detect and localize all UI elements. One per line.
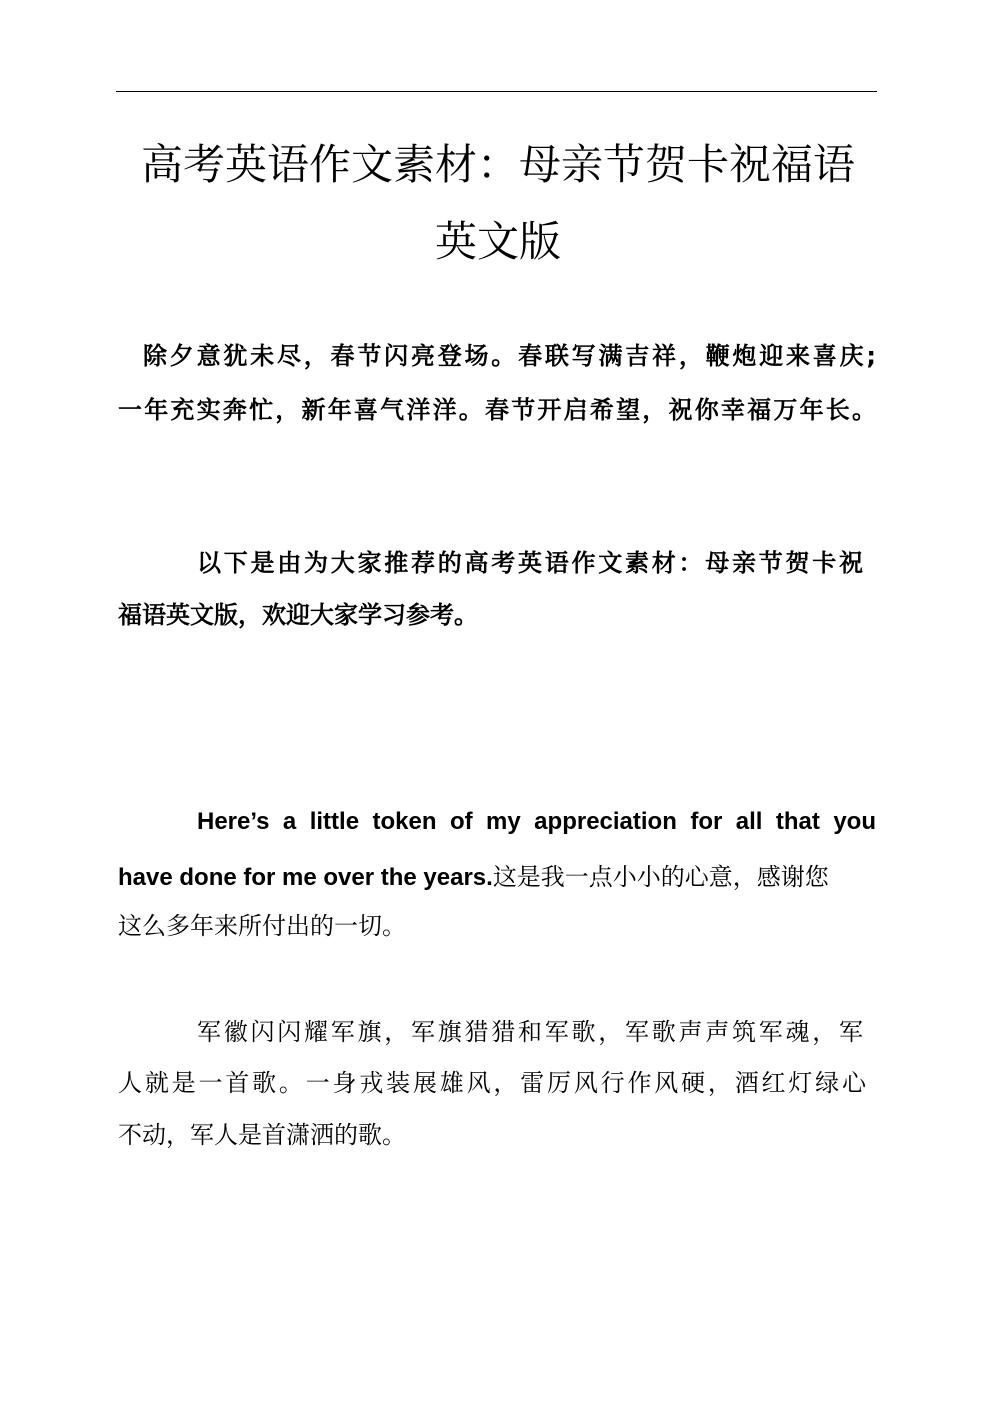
paragraph-2-line-1: 以下是由为大家推荐的高考英语作文素材：母亲节贺卡祝: [197, 549, 863, 577]
document-title-line1: 高考英语作文素材：母亲节贺卡祝福语: [140, 140, 855, 189]
paragraph-1-line-2: 一年充实奔忙，新年喜气洋洋。春节开启希望，祝你幸福万年长。: [118, 396, 876, 424]
paragraph-2-line-2: 福语英文版，欢迎大家学习参考。: [118, 601, 478, 629]
paragraph-4-line-1: 军徽闪闪耀军旗，军旗猎猎和军歌，军歌声声筑军魂，军: [197, 1018, 863, 1046]
paragraph-4-line-2: 人就是一首歌。一身戎装展雄风，雷厉风行作风硬，酒红灯绿心: [118, 1069, 866, 1097]
chinese-text: 这是我一点小小的心意，感谢您: [492, 863, 829, 891]
document-title-line2: 英文版: [434, 217, 561, 266]
english-text: have done for me over the years.: [118, 864, 493, 891]
paragraph-3-line-3: 这么多年来所付出的一切。: [118, 912, 406, 940]
header-rule: [116, 91, 877, 92]
paragraph-1-line-1: 除夕意犹未尽，春节闪亮登场。春联写满吉祥，鞭炮迎来喜庆;: [143, 342, 876, 370]
paragraph-3-line-2: [118, 857, 876, 892]
paragraph-4-line-3: 不动，军人是首潇洒的歌。: [118, 1121, 406, 1149]
paragraph-3-line-1: Here’s a little token of my appreciation for all that you: [197, 808, 876, 835]
